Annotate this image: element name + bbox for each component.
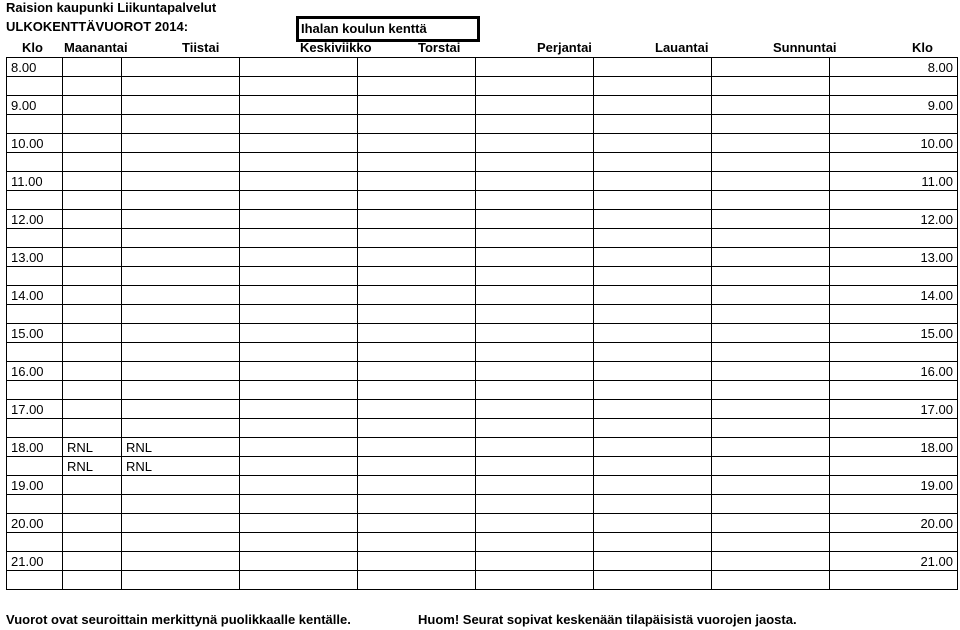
slot-cell[interactable] bbox=[63, 552, 122, 571]
time-label-right: 8.00 bbox=[830, 58, 958, 77]
slot-cell[interactable] bbox=[63, 58, 122, 77]
slot-cell[interactable] bbox=[122, 419, 240, 438]
schedule-row bbox=[7, 571, 958, 590]
slot-cell[interactable] bbox=[712, 571, 830, 590]
time-label-left: 10.00 bbox=[7, 134, 63, 153]
slot-cell[interactable] bbox=[358, 381, 476, 400]
slot-cell[interactable] bbox=[594, 419, 712, 438]
time-label-left bbox=[7, 457, 63, 476]
slot-cell[interactable] bbox=[712, 305, 830, 324]
slot-cell[interactable] bbox=[594, 229, 712, 248]
slot-cell[interactable] bbox=[240, 419, 358, 438]
slot-cell[interactable] bbox=[712, 343, 830, 362]
slot-cell[interactable] bbox=[240, 305, 358, 324]
slot-cell[interactable] bbox=[594, 153, 712, 172]
schedule-row bbox=[7, 419, 958, 438]
slot-cell[interactable] bbox=[594, 267, 712, 286]
slot-cell[interactable] bbox=[240, 533, 358, 552]
slot-cell[interactable] bbox=[63, 533, 122, 552]
slot-cell[interactable] bbox=[358, 514, 476, 533]
time-label-left bbox=[7, 305, 63, 324]
booking-cell[interactable]: RNL bbox=[63, 457, 122, 476]
slot-cell[interactable] bbox=[122, 381, 240, 400]
slot-cell[interactable] bbox=[712, 400, 830, 419]
slot-cell[interactable] bbox=[712, 77, 830, 96]
column-header-saturday: Lauantai bbox=[655, 40, 709, 55]
slot-cell[interactable] bbox=[358, 400, 476, 419]
time-label-left: 18.00 bbox=[7, 438, 63, 457]
slot-cell[interactable] bbox=[63, 96, 122, 115]
time-label-right: 17.00 bbox=[830, 400, 958, 419]
slot-cell[interactable] bbox=[712, 286, 830, 305]
slot-cell[interactable] bbox=[594, 438, 712, 457]
slot-cell[interactable] bbox=[476, 533, 594, 552]
schedule-row bbox=[7, 343, 958, 362]
slot-cell[interactable] bbox=[240, 571, 358, 590]
schedule-row bbox=[7, 210, 958, 229]
slot-cell[interactable] bbox=[594, 191, 712, 210]
slot-cell[interactable] bbox=[594, 172, 712, 191]
slot-cell[interactable] bbox=[122, 362, 240, 381]
time-label-right: 18.00 bbox=[830, 438, 958, 457]
slot-cell[interactable] bbox=[476, 229, 594, 248]
column-header-monday: Maanantai bbox=[64, 40, 128, 55]
slot-cell[interactable] bbox=[712, 476, 830, 495]
time-label-left: 12.00 bbox=[7, 210, 63, 229]
schedule-row bbox=[7, 77, 958, 96]
slot-cell[interactable] bbox=[122, 134, 240, 153]
slot-cell[interactable] bbox=[594, 381, 712, 400]
slot-cell[interactable] bbox=[358, 495, 476, 514]
slot-cell[interactable] bbox=[476, 172, 594, 191]
time-label-left: 17.00 bbox=[7, 400, 63, 419]
slot-cell[interactable] bbox=[712, 362, 830, 381]
slot-cell[interactable] bbox=[712, 419, 830, 438]
slot-cell[interactable] bbox=[358, 476, 476, 495]
slot-cell[interactable] bbox=[476, 286, 594, 305]
slot-cell[interactable] bbox=[358, 153, 476, 172]
time-label-right: 19.00 bbox=[830, 476, 958, 495]
slot-cell[interactable] bbox=[63, 286, 122, 305]
slot-cell[interactable] bbox=[63, 305, 122, 324]
time-label-left: 16.00 bbox=[7, 362, 63, 381]
slot-cell[interactable] bbox=[63, 172, 122, 191]
time-label-left: 14.00 bbox=[7, 286, 63, 305]
column-header-klo-right: Klo bbox=[912, 40, 933, 55]
slot-cell[interactable] bbox=[63, 229, 122, 248]
slot-cell[interactable] bbox=[358, 210, 476, 229]
schedule-row bbox=[7, 134, 958, 153]
org-name: Raision kaupunki Liikuntapalvelut bbox=[6, 0, 217, 15]
slot-cell[interactable] bbox=[712, 134, 830, 153]
slot-cell[interactable] bbox=[358, 96, 476, 115]
time-label-right bbox=[830, 77, 958, 96]
slot-cell[interactable] bbox=[712, 381, 830, 400]
slot-cell[interactable] bbox=[594, 286, 712, 305]
slot-cell[interactable] bbox=[476, 457, 594, 476]
slot-cell[interactable] bbox=[358, 172, 476, 191]
time-label-right: 21.00 bbox=[830, 552, 958, 571]
slot-cell[interactable] bbox=[63, 495, 122, 514]
time-label-left bbox=[7, 381, 63, 400]
slot-cell[interactable] bbox=[476, 343, 594, 362]
slot-cell[interactable] bbox=[122, 514, 240, 533]
slot-cell[interactable] bbox=[358, 324, 476, 343]
slot-cell[interactable] bbox=[122, 191, 240, 210]
slot-cell[interactable] bbox=[594, 96, 712, 115]
booking-cell[interactable]: RNL bbox=[63, 438, 122, 457]
slot-cell[interactable] bbox=[240, 438, 358, 457]
time-label-right bbox=[830, 153, 958, 172]
slot-cell[interactable] bbox=[240, 495, 358, 514]
slot-cell[interactable] bbox=[63, 267, 122, 286]
time-label-left bbox=[7, 419, 63, 438]
slot-cell[interactable] bbox=[358, 362, 476, 381]
slot-cell[interactable] bbox=[712, 267, 830, 286]
slot-cell[interactable] bbox=[240, 115, 358, 134]
column-header-sunday: Sunnuntai bbox=[773, 40, 837, 55]
slot-cell[interactable] bbox=[358, 419, 476, 438]
slot-cell[interactable] bbox=[358, 457, 476, 476]
slot-cell[interactable] bbox=[122, 96, 240, 115]
footer-note-right: Huom! Seurat sopivat keskenään tilapäisistä vuorojen jaosta. bbox=[418, 612, 797, 627]
time-label-right bbox=[830, 191, 958, 210]
footer-note-left: Vuorot ovat seuroittain merkittynä puolikkaalle kentälle. bbox=[6, 612, 351, 627]
slot-cell[interactable] bbox=[594, 571, 712, 590]
time-label-left bbox=[7, 495, 63, 514]
schedule-row bbox=[7, 96, 958, 115]
slot-cell[interactable] bbox=[63, 343, 122, 362]
column-header-wednesday: Keskiviikko bbox=[300, 40, 372, 55]
slot-cell[interactable] bbox=[240, 362, 358, 381]
schedule-row bbox=[7, 324, 958, 343]
time-label-left bbox=[7, 571, 63, 590]
slot-cell[interactable] bbox=[122, 400, 240, 419]
slot-cell[interactable] bbox=[63, 400, 122, 419]
slot-cell[interactable] bbox=[63, 115, 122, 134]
time-label-right: 15.00 bbox=[830, 324, 958, 343]
slot-cell[interactable] bbox=[63, 476, 122, 495]
slot-cell[interactable] bbox=[63, 191, 122, 210]
slot-cell[interactable] bbox=[358, 286, 476, 305]
slot-cell[interactable] bbox=[476, 305, 594, 324]
slot-cell[interactable] bbox=[594, 514, 712, 533]
slot-cell[interactable] bbox=[594, 305, 712, 324]
slot-cell[interactable] bbox=[240, 267, 358, 286]
slot-cell[interactable] bbox=[63, 134, 122, 153]
schedule-row bbox=[7, 191, 958, 210]
slot-cell[interactable] bbox=[358, 552, 476, 571]
slot-cell[interactable] bbox=[240, 153, 358, 172]
time-label-right bbox=[830, 229, 958, 248]
slot-cell[interactable] bbox=[594, 77, 712, 96]
slot-cell[interactable] bbox=[240, 172, 358, 191]
time-label-right bbox=[830, 495, 958, 514]
column-header-thursday: Torstai bbox=[418, 40, 461, 55]
slot-cell[interactable] bbox=[358, 115, 476, 134]
slot-cell[interactable] bbox=[476, 210, 594, 229]
column-header-friday: Perjantai bbox=[537, 40, 592, 55]
slot-cell[interactable] bbox=[358, 229, 476, 248]
schedule-row bbox=[7, 514, 958, 533]
schedule-row bbox=[7, 58, 958, 77]
slot-cell[interactable] bbox=[476, 115, 594, 134]
slot-cell[interactable] bbox=[122, 552, 240, 571]
slot-cell[interactable] bbox=[122, 476, 240, 495]
field-name-box[interactable]: Ihalan koulun kenttä bbox=[296, 16, 480, 42]
schedule-row bbox=[7, 305, 958, 324]
slot-cell[interactable] bbox=[594, 134, 712, 153]
slot-cell[interactable] bbox=[122, 210, 240, 229]
slot-cell[interactable] bbox=[63, 153, 122, 172]
slot-cell[interactable] bbox=[122, 286, 240, 305]
slot-cell[interactable] bbox=[122, 324, 240, 343]
time-label-left bbox=[7, 191, 63, 210]
slot-cell[interactable] bbox=[594, 476, 712, 495]
time-label-left: 11.00 bbox=[7, 172, 63, 191]
slot-cell[interactable] bbox=[240, 286, 358, 305]
slot-cell[interactable] bbox=[358, 134, 476, 153]
slot-cell[interactable] bbox=[712, 552, 830, 571]
slot-cell[interactable] bbox=[594, 495, 712, 514]
time-label-right bbox=[830, 419, 958, 438]
slot-cell[interactable] bbox=[240, 134, 358, 153]
slot-cell[interactable] bbox=[63, 248, 122, 267]
schedule-row bbox=[7, 115, 958, 134]
slot-cell[interactable] bbox=[594, 552, 712, 571]
time-label-right: 20.00 bbox=[830, 514, 958, 533]
slot-cell[interactable] bbox=[476, 96, 594, 115]
slot-cell[interactable] bbox=[712, 210, 830, 229]
slot-cell[interactable] bbox=[476, 514, 594, 533]
schedule-row bbox=[7, 533, 958, 552]
slot-cell[interactable] bbox=[358, 77, 476, 96]
slot-cell[interactable] bbox=[594, 324, 712, 343]
slot-cell[interactable] bbox=[358, 533, 476, 552]
slot-cell[interactable] bbox=[594, 400, 712, 419]
schedule-row bbox=[7, 476, 958, 495]
slot-cell[interactable] bbox=[476, 400, 594, 419]
slot-cell[interactable] bbox=[358, 58, 476, 77]
time-label-right bbox=[830, 457, 958, 476]
column-header-tuesday: Tiistai bbox=[182, 40, 220, 55]
schedule-title: ULKOKENTTÄVUOROT 2014: bbox=[6, 19, 189, 34]
time-label-left: 13.00 bbox=[7, 248, 63, 267]
slot-cell[interactable] bbox=[476, 571, 594, 590]
slot-cell[interactable] bbox=[358, 191, 476, 210]
time-label-left: 15.00 bbox=[7, 324, 63, 343]
schedule-row bbox=[7, 552, 958, 571]
slot-cell[interactable] bbox=[712, 153, 830, 172]
schedule-row bbox=[7, 438, 958, 457]
slot-cell[interactable] bbox=[122, 229, 240, 248]
slot-cell[interactable] bbox=[240, 210, 358, 229]
slot-cell[interactable] bbox=[594, 58, 712, 77]
slot-cell[interactable] bbox=[240, 229, 358, 248]
slot-cell[interactable] bbox=[476, 438, 594, 457]
slot-cell[interactable] bbox=[712, 58, 830, 77]
slot-cell[interactable] bbox=[122, 248, 240, 267]
slot-cell[interactable] bbox=[240, 96, 358, 115]
slot-cell[interactable] bbox=[594, 248, 712, 267]
slot-cell[interactable] bbox=[122, 77, 240, 96]
slot-cell[interactable] bbox=[240, 77, 358, 96]
slot-cell[interactable] bbox=[240, 381, 358, 400]
slot-cell[interactable] bbox=[63, 514, 122, 533]
slot-cell[interactable] bbox=[476, 476, 594, 495]
time-label-right bbox=[830, 381, 958, 400]
slot-cell[interactable] bbox=[712, 324, 830, 343]
slot-cell[interactable] bbox=[240, 58, 358, 77]
slot-cell[interactable] bbox=[476, 552, 594, 571]
schedule-row bbox=[7, 286, 958, 305]
slot-cell[interactable] bbox=[240, 400, 358, 419]
time-label-right bbox=[830, 533, 958, 552]
slot-cell[interactable] bbox=[358, 305, 476, 324]
time-label-left bbox=[7, 533, 63, 552]
slot-cell[interactable] bbox=[476, 153, 594, 172]
slot-cell[interactable] bbox=[712, 172, 830, 191]
slot-cell[interactable] bbox=[240, 514, 358, 533]
column-header-klo-left: Klo bbox=[22, 40, 43, 55]
time-label-left bbox=[7, 115, 63, 134]
slot-cell[interactable] bbox=[122, 115, 240, 134]
slot-cell[interactable] bbox=[358, 343, 476, 362]
slot-cell[interactable] bbox=[122, 172, 240, 191]
slot-cell[interactable] bbox=[122, 571, 240, 590]
slot-cell[interactable] bbox=[358, 267, 476, 286]
slot-cell[interactable] bbox=[476, 495, 594, 514]
slot-cell[interactable] bbox=[240, 552, 358, 571]
slot-cell[interactable] bbox=[63, 419, 122, 438]
slot-cell[interactable] bbox=[240, 476, 358, 495]
booking-cell[interactable]: RNL bbox=[122, 457, 240, 476]
slot-cell[interactable] bbox=[240, 248, 358, 267]
schedule-row bbox=[7, 172, 958, 191]
slot-cell[interactable] bbox=[63, 571, 122, 590]
schedule-row bbox=[7, 457, 958, 476]
time-label-left bbox=[7, 267, 63, 286]
time-label-right: 16.00 bbox=[830, 362, 958, 381]
time-label-left: 21.00 bbox=[7, 552, 63, 571]
slot-cell[interactable] bbox=[594, 210, 712, 229]
time-label-left: 9.00 bbox=[7, 96, 63, 115]
time-label-left bbox=[7, 229, 63, 248]
slot-cell[interactable] bbox=[476, 191, 594, 210]
schedule-row bbox=[7, 248, 958, 267]
slot-cell[interactable] bbox=[63, 362, 122, 381]
slot-cell[interactable] bbox=[63, 77, 122, 96]
slot-cell[interactable] bbox=[63, 324, 122, 343]
slot-cell[interactable] bbox=[476, 381, 594, 400]
slot-cell[interactable] bbox=[122, 58, 240, 77]
schedule-row bbox=[7, 362, 958, 381]
slot-cell[interactable] bbox=[712, 248, 830, 267]
slot-cell[interactable] bbox=[358, 438, 476, 457]
time-label-right: 11.00 bbox=[830, 172, 958, 191]
slot-cell[interactable] bbox=[122, 343, 240, 362]
time-label-left bbox=[7, 77, 63, 96]
schedule-row bbox=[7, 495, 958, 514]
time-label-right bbox=[830, 305, 958, 324]
schedule-row bbox=[7, 267, 958, 286]
slot-cell[interactable] bbox=[476, 362, 594, 381]
slot-cell[interactable] bbox=[122, 267, 240, 286]
slot-cell[interactable] bbox=[122, 153, 240, 172]
time-label-right: 9.00 bbox=[830, 96, 958, 115]
slot-cell[interactable] bbox=[712, 96, 830, 115]
slot-cell[interactable] bbox=[476, 248, 594, 267]
slot-cell[interactable] bbox=[122, 533, 240, 552]
slot-cell[interactable] bbox=[476, 77, 594, 96]
slot-cell[interactable] bbox=[712, 115, 830, 134]
time-label-right: 13.00 bbox=[830, 248, 958, 267]
schedule-grid bbox=[6, 57, 958, 590]
slot-cell[interactable] bbox=[712, 514, 830, 533]
slot-cell[interactable] bbox=[594, 457, 712, 476]
slot-cell[interactable] bbox=[712, 457, 830, 476]
time-label-right bbox=[830, 343, 958, 362]
slot-cell[interactable] bbox=[712, 191, 830, 210]
slot-cell[interactable] bbox=[122, 305, 240, 324]
slot-cell[interactable] bbox=[594, 362, 712, 381]
slot-cell[interactable] bbox=[712, 438, 830, 457]
time-label-right: 14.00 bbox=[830, 286, 958, 305]
slot-cell[interactable] bbox=[712, 533, 830, 552]
time-label-right: 10.00 bbox=[830, 134, 958, 153]
time-label-right bbox=[830, 115, 958, 134]
slot-cell[interactable] bbox=[240, 324, 358, 343]
slot-cell[interactable] bbox=[476, 324, 594, 343]
booking-cell[interactable]: RNL bbox=[122, 438, 240, 457]
time-label-left: 19.00 bbox=[7, 476, 63, 495]
time-label-right bbox=[830, 571, 958, 590]
slot-cell[interactable] bbox=[594, 343, 712, 362]
time-label-left bbox=[7, 153, 63, 172]
slot-cell[interactable] bbox=[240, 343, 358, 362]
slot-cell[interactable] bbox=[594, 115, 712, 134]
slot-cell[interactable] bbox=[240, 457, 358, 476]
slot-cell[interactable] bbox=[240, 191, 358, 210]
slot-cell[interactable] bbox=[358, 248, 476, 267]
schedule-row bbox=[7, 381, 958, 400]
slot-cell[interactable] bbox=[476, 419, 594, 438]
time-label-right bbox=[830, 267, 958, 286]
schedule-row bbox=[7, 229, 958, 248]
slot-cell[interactable] bbox=[122, 495, 240, 514]
slot-cell[interactable] bbox=[476, 267, 594, 286]
time-label-left bbox=[7, 343, 63, 362]
slot-cell[interactable] bbox=[712, 495, 830, 514]
time-label-left: 8.00 bbox=[7, 58, 63, 77]
schedule-row bbox=[7, 400, 958, 419]
slot-cell[interactable] bbox=[358, 571, 476, 590]
slot-cell[interactable] bbox=[63, 210, 122, 229]
slot-cell[interactable] bbox=[712, 229, 830, 248]
slot-cell[interactable] bbox=[476, 58, 594, 77]
slot-cell[interactable] bbox=[594, 533, 712, 552]
slot-cell[interactable] bbox=[476, 134, 594, 153]
slot-cell[interactable] bbox=[63, 381, 122, 400]
time-label-left: 20.00 bbox=[7, 514, 63, 533]
time-label-right: 12.00 bbox=[830, 210, 958, 229]
schedule-row bbox=[7, 153, 958, 172]
